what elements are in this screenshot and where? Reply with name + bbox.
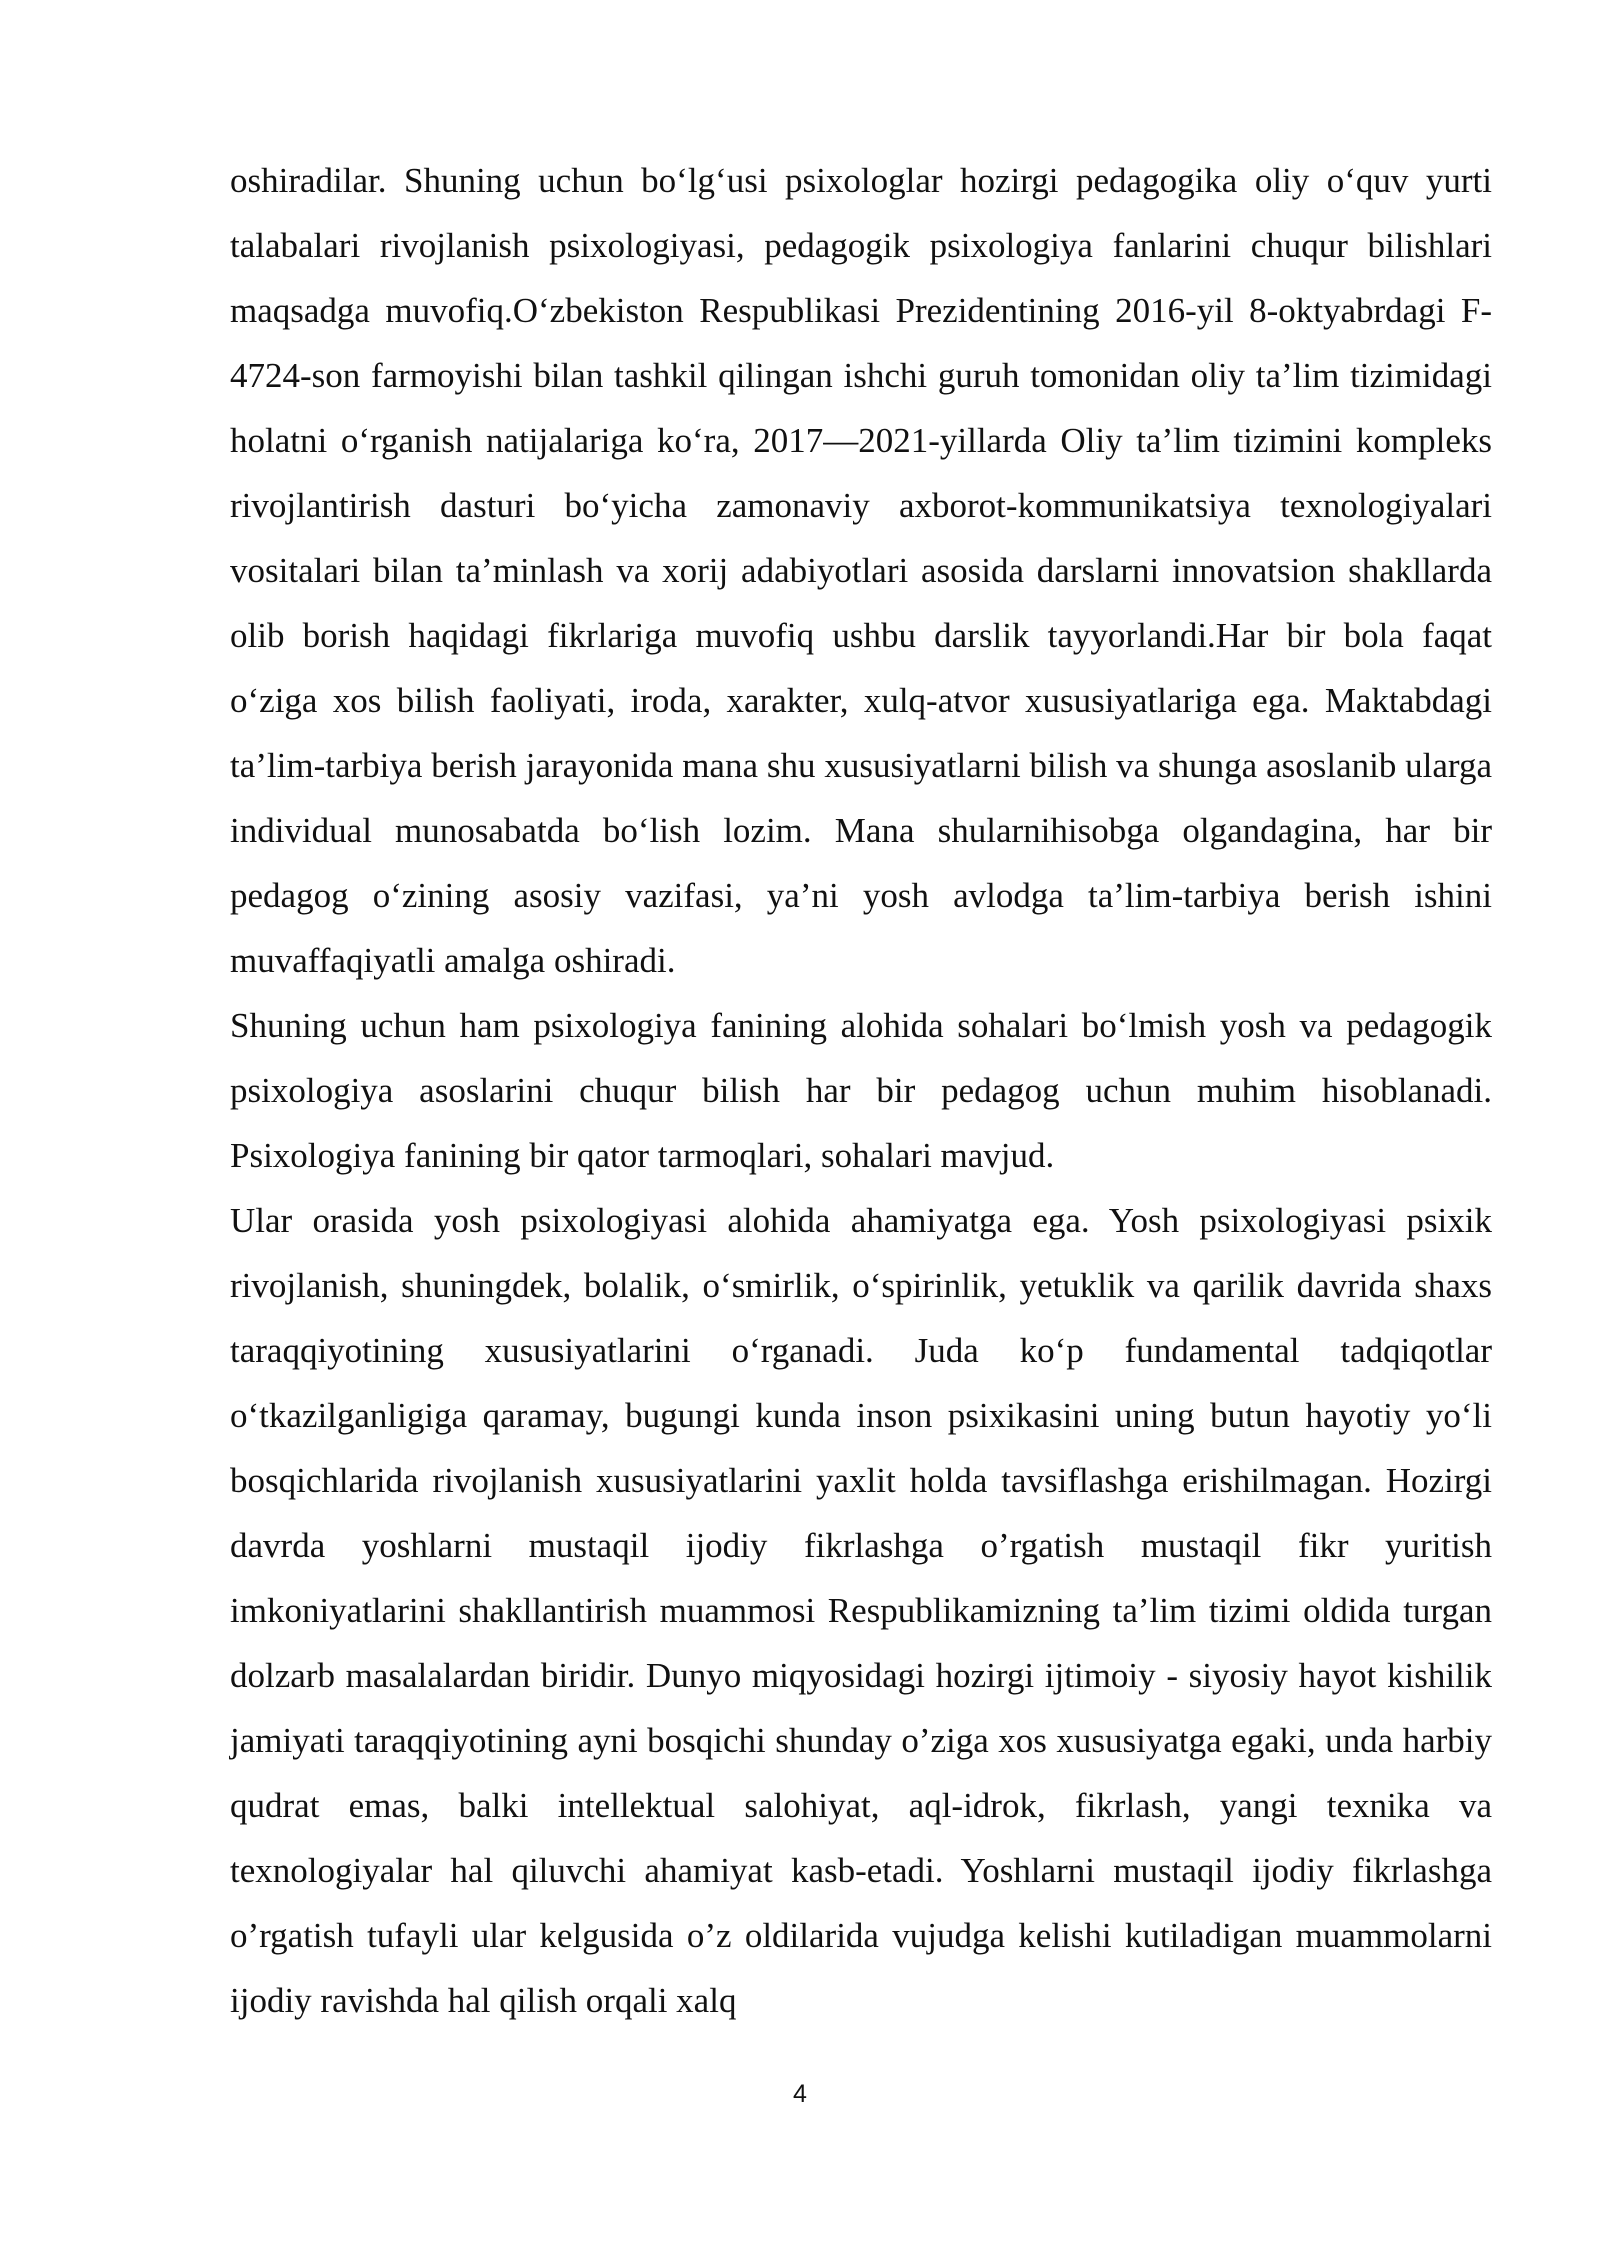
paragraph-3: Ular orasida yosh psixologiyasi alohida ahamiyatga ega. Yosh psixologiyasi psixik rivojlanish, shuningdek, bolalik, o‘smirlik, o‘spirinlik, yetuklik va qarilik davrida shaxs taraqqiyotining xususiyatlarini o‘rganadi. Juda ko‘p fundamental tadqiqotlar o‘tkazilganligiga qaramay, bugungi kunda inson psixikasini uning butun hayotiy yo‘li bosqichlarida rivojlanish xususiyatlarini yaxlit holda tavsiflashga erishilmagan. Hozirgi davrda yoshlarni mustaqil ijodiy fikrlashga o’rgatish mustaqil fikr yuritish imkoniyatlarini shakllantirish muammosi Respublikamizning ta’lim tizimi oldida turgan dolzarb masalalardan biridir. Dunyo miqyosidagi hozirgi ijtimoiy - siyosiy hayot kishilik jamiyati taraqqiyotining ayni bosqichi shunday o’ziga xos xususiyatga egaki, unda harbiy qudrat emas, balki intellektual salohiyat, aql-idrok, fikrlash, yangi texnika va texnologiyalar hal qiluvchi ahamiyat kasb-etadi. Yoshlarni mustaqil ijodiy fikrlashga o’rgatish tufayli ular kelgusida o’z oldilarida vujudga kelishi kutiladigan muammolarni ijodiy ravishda hal qilish orqali xalq (230, 1201, 1492, 2020)
body-text (230, 148, 1492, 2033)
paragraph-2: Shuning uchun ham psixologiya fanining alohida sohalari bo‘lmish yosh va pedagogik psixologiya asoslarini chuqur bilish har bir pedagog uchun muhim hisoblanadi. Psixologiya fanining bir qator tarmoqlari, sohalari mavjud. (230, 1006, 1492, 1175)
paragraph-1: oshiradilar. Shuning uchun bo‘lg‘usi psixologlar hozirgi pedagogika oliy o‘quv yurti talabalari rivojlanish psixologiyasi, pedagogik psixologiya fanlarini chuqur bilishlari maqsadga muvofiq.O‘zbekiston Respublikasi Prezidentining 2016-yil 8-oktyabrdagi F-4724-son farmoyishi bilan tashkil qilingan ishchi guruh tomonidan oliy ta’lim tizimidagi holatni o‘rganish natijalariga ko‘ra, 2017—2021-yillarda Oliy ta’lim tizimini kompleks rivojlantirish dasturi bo‘yicha zamonaviy axborot-kommunikatsiya texnologiyalari vositalari bilan ta’minlash va xorij adabiyotlari asosida darslarni innovatsion shakllarda olib borish haqidagi fikrlariga muvofiq ushbu darslik tayyorlandi.Har bir bola faqat o‘ziga xos bilish faoliyati, iroda, xarakter, xulq-atvor xususiyatlariga ega. Maktabdagi ta’lim-tarbiya berish jarayonida mana shu xususiyatlarni bilish va shunga asoslanib ularga individual munosabatda bo‘lish lozim. Mana shularnihisobga olgandagina, har bir pedagog o‘zining asosiy vazifasi, ya’ni yosh avlodga ta’lim-tarbiya berish ishini muvaffaqiyatli amalga oshiradi. (230, 161, 1492, 980)
page-number: 4 (793, 2080, 807, 2108)
